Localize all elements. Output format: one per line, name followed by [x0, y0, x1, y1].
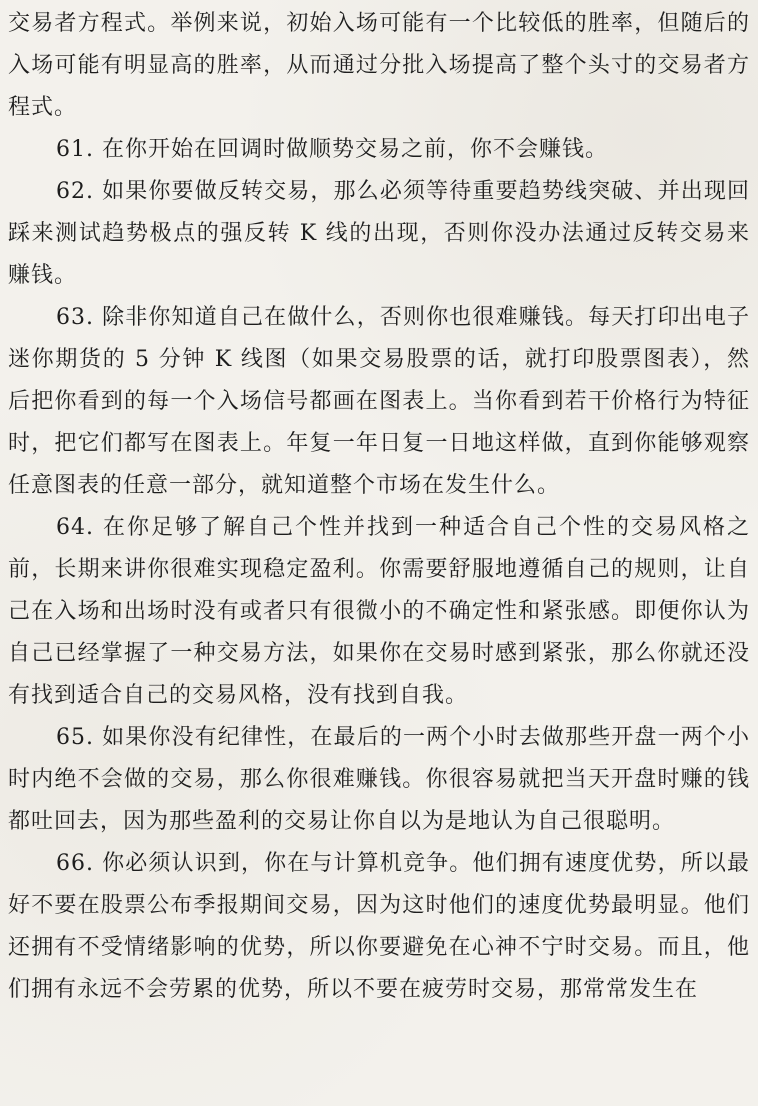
paragraph-continuation: 交易者方程式。举例来说，初始入场可能有一个比较低的胜率，但随后的入场可能有明显高的胜率，从而通过分批入场提高了整个头寸的交易者方程式。	[8, 11, 750, 120]
paragraph-61: 61. 在你开始在回调时做顺势交易之前，你不会赚钱。	[56, 137, 608, 162]
paragraph-64: 64. 在你足够了解自己个性并找到一种适合自己个性的交易风格之前，长期来讲你很难实现稳定盈利。你需要舒服地遵循自己的规则，让自己在入场和出场时没有或者只有很微小的不确定性和紧张感。即便你认为自己已经掌握了一种交易方法，如果你在交易时感到紧张，那么你就还没有找到适合自己的交易风格，没有找到自我。	[8, 515, 750, 708]
paragraph-65: 65. 如果你没有纪律性，在最后的一两个小时去做那些开盘一两个小时内绝不会做的交易，那么你很难赚钱。你很容易就把当天开盘时赚的钱都吐回去，因为那些盈利的交易让你自以为是地认为自己很聪明。	[8, 725, 750, 834]
paragraph-63: 63. 除非你知道自己在做什么，否则你也很难赚钱。每天打印出电子迷你期货的 5 分钟 K 线图（如果交易股票的话，就打印股票图表），然后把你看到的每一个入场信号都画在图表上。当你看到若干价格行为特征时，把它们都写在图表上。年复一年日复一日地这样做，直到你能够观察任意图表的任意一部分，就知道整个市场在发生什么。	[8, 305, 750, 498]
paragraph-62: 62. 如果你要做反转交易，那么必须等待重要趋势线突破、并出现回踩来测试趋势极点的强反转 K 线的出现，否则你没办法通过反转交易来赚钱。	[8, 179, 750, 288]
paragraph-66: 66. 你必须认识到，你在与计算机竞争。他们拥有速度优势，所以最好不要在股票公布季报期间交易，因为这时他们的速度优势最明显。他们还拥有不受情绪影响的优势，所以你要避免在心神不宁时交易。而且，他们拥有永远不会劳累的优势，所以不要在疲劳时交易，那常常发生在	[8, 851, 750, 1002]
